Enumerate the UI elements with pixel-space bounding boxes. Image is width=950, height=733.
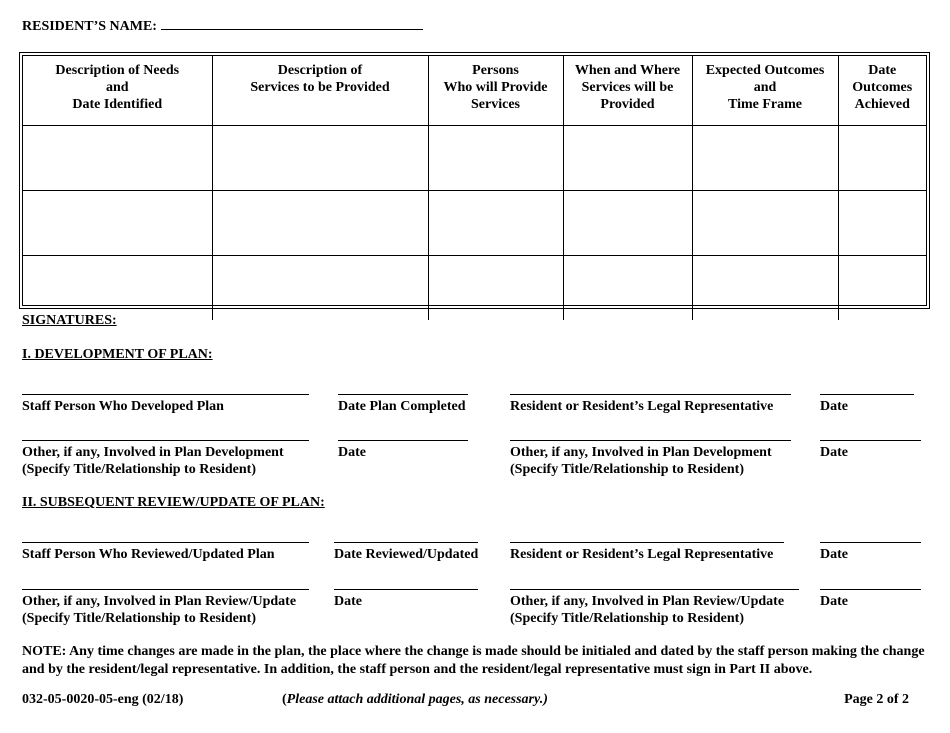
table-cell[interactable] <box>428 191 563 256</box>
table-cell[interactable] <box>563 191 692 256</box>
resident-rep-signature-line[interactable] <box>510 542 784 543</box>
resident-name-field <box>22 17 423 35</box>
column-header-outcomes: Expected Outcomes and Time Frame <box>692 56 838 126</box>
column-header-needs: Description of Needs and Date Identified <box>23 56 212 126</box>
date-line[interactable] <box>820 440 921 441</box>
column-header-date-achieved: Date Outcomes Achieved <box>838 56 926 126</box>
other-signature-line[interactable] <box>510 589 799 590</box>
table-row <box>23 191 926 256</box>
other-involved-label <box>22 593 296 627</box>
table-cell[interactable] <box>692 256 838 321</box>
attach-pages-note <box>282 692 548 708</box>
staff-signature-line[interactable] <box>22 542 309 543</box>
table-cell[interactable] <box>838 126 926 191</box>
other-signature-line[interactable] <box>22 589 309 590</box>
table-cell[interactable] <box>23 126 212 191</box>
development-heading: I. DEVELOPMENT OF PLAN: <box>22 347 213 362</box>
column-header-services: Description of Services to be Provided <box>212 56 428 126</box>
table-cell[interactable] <box>212 256 428 321</box>
staff-developed-label: Staff Person Who Developed Plan <box>22 399 224 414</box>
date-line[interactable] <box>334 589 478 590</box>
date-label: Date <box>820 594 848 609</box>
review-heading: II. SUBSEQUENT REVIEW/UPDATE OF PLAN: <box>22 495 325 510</box>
column-header-when-where: When and Where Services will be Provided <box>563 56 692 126</box>
table-cell[interactable] <box>838 191 926 256</box>
date-completed-label: Date Plan Completed <box>338 399 466 414</box>
page-number: Page 2 of 2 <box>844 692 909 707</box>
other-involved-label <box>510 444 772 478</box>
form-number: 032-05-0020-05-eng (02/18) <box>22 692 184 707</box>
other-involved-line1: Other, if any, Involved in Plan Development <box>510 445 772 460</box>
date-line[interactable] <box>820 394 914 395</box>
date-line[interactable] <box>820 542 921 543</box>
table-cell[interactable] <box>23 191 212 256</box>
date-line[interactable] <box>338 440 468 441</box>
resident-name-label: RESIDENT’S NAME: <box>22 19 157 34</box>
date-label: Date <box>338 445 366 460</box>
table-cell[interactable] <box>563 126 692 191</box>
date-label: Date <box>820 445 848 460</box>
other-involved-line1: Other, if any, Involved in Plan Development <box>22 445 284 460</box>
other-involved-line1: Other, if any, Involved in Plan Review/Update <box>22 594 297 609</box>
staff-signature-line[interactable] <box>22 394 309 395</box>
date-completed-line[interactable] <box>338 394 468 395</box>
date-line[interactable] <box>820 589 921 590</box>
date-reviewed-line[interactable] <box>334 542 478 543</box>
other-involved-label <box>22 444 284 478</box>
table-cell[interactable] <box>428 126 563 191</box>
resident-rep-signature-line[interactable] <box>510 394 791 395</box>
table-header-row <box>23 56 926 126</box>
other-signature-line[interactable] <box>510 440 791 441</box>
resident-name-line[interactable] <box>161 17 423 30</box>
signatures-heading: SIGNATURES: <box>22 313 117 328</box>
table-cell[interactable] <box>428 256 563 321</box>
staff-reviewed-label: Staff Person Who Reviewed/Updated Plan <box>22 547 275 562</box>
table-row <box>23 256 926 321</box>
other-involved-line1: Other, if any, Involved in Plan Review/Update <box>510 594 785 609</box>
other-involved-line2: (Specify Title/Relationship to Resident) <box>510 462 744 477</box>
other-signature-line[interactable] <box>22 440 309 441</box>
table-cell[interactable] <box>692 191 838 256</box>
table-cell[interactable] <box>838 256 926 321</box>
table-cell[interactable] <box>563 256 692 321</box>
note-text: NOTE: Any time changes are made in the plan, the place where the change is made should be initialed and dated by the staff person making the change and by the resident/legal representative. In addition, the staff person and the resident/legal representative must sign in Part II above. <box>22 644 925 677</box>
date-label: Date <box>334 594 362 609</box>
table-row <box>23 126 926 191</box>
date-label: Date <box>820 399 848 414</box>
date-reviewed-label: Date Reviewed/Updated <box>334 547 479 562</box>
attach-open-paren: ( <box>282 692 287 707</box>
attach-note-text: Please attach additional pages, as necessary.) <box>286 692 548 707</box>
date-label: Date <box>820 547 848 562</box>
table-cell[interactable] <box>212 191 428 256</box>
other-involved-line2: (Specify Title/Relationship to Resident) <box>510 611 744 626</box>
other-involved-line2: (Specify Title/Relationship to Resident) <box>22 611 256 626</box>
resident-rep-label: Resident or Resident’s Legal Representative <box>510 547 774 562</box>
resident-rep-label: Resident or Resident’s Legal Representative <box>510 399 774 414</box>
other-involved-line2: (Specify Title/Relationship to Resident) <box>22 462 256 477</box>
column-header-persons: Persons Who will Provide Services <box>428 56 563 126</box>
plan-table <box>19 52 930 309</box>
table-cell[interactable] <box>23 256 212 321</box>
table-cell[interactable] <box>692 126 838 191</box>
other-involved-label <box>510 593 784 627</box>
table-cell[interactable] <box>212 126 428 191</box>
